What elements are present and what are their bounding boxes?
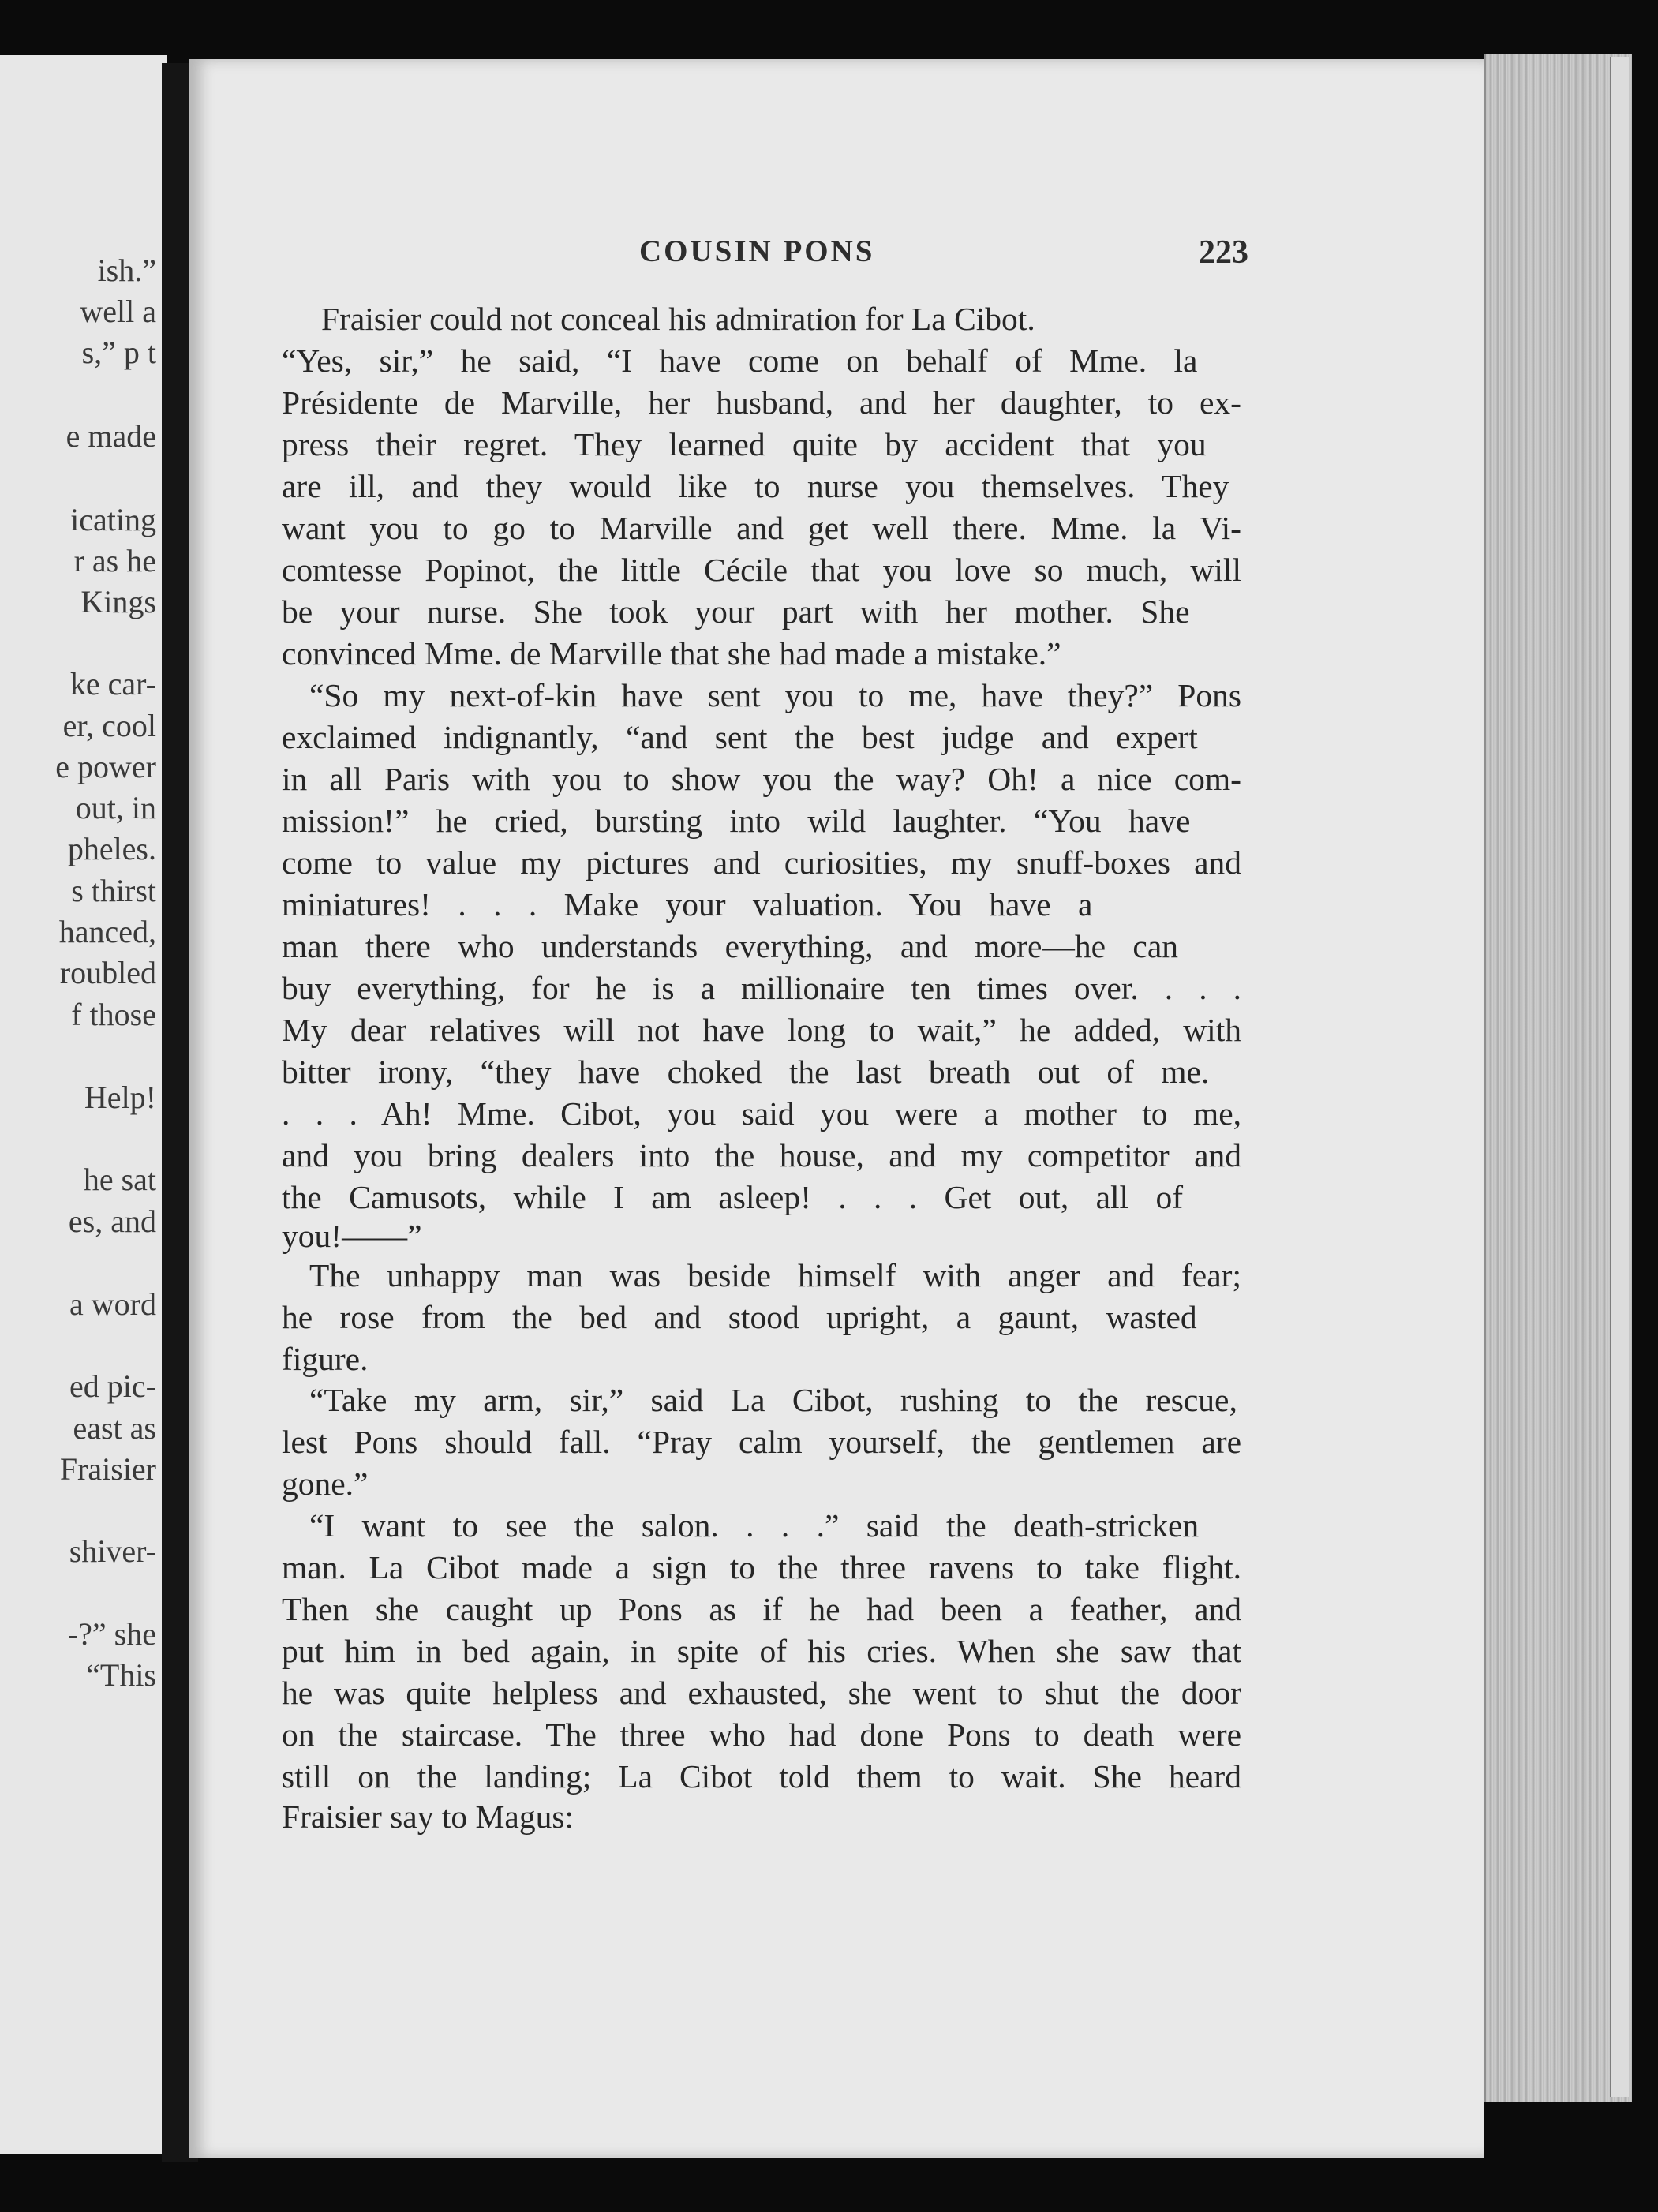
left-page-line: icating: [70, 502, 156, 537]
body-line: My dear relatives will not have long to wait,” he added, with: [282, 1012, 1241, 1048]
left-page-line: -?” she: [67, 1616, 156, 1652]
left-page-line: s thirst: [71, 873, 156, 908]
body-line: bitter irony, “they have choked the last breath out of me.: [282, 1054, 1210, 1090]
body-line: put him in bed again, in spite of his cries. When she saw that: [282, 1633, 1241, 1669]
body-line: he rose from the bed and stood upright, a gaunt, wasted: [282, 1299, 1197, 1335]
left-page-line: hanced,: [58, 914, 156, 949]
body-line: figure.: [282, 1341, 369, 1377]
running-header: COUSIN PONS: [639, 234, 875, 268]
left-page-line: east as: [73, 1410, 156, 1446]
body-line: man there who understands everything, and more—he can: [282, 928, 1179, 964]
body-line: buy everything, for he is a millionaire ten times over. . . .: [282, 970, 1241, 1006]
left-page-line: pheles.: [67, 831, 156, 866]
left-page-line: he sat: [83, 1162, 156, 1197]
body-line: The unhappy man was beside himself with anger and fear;: [309, 1257, 1241, 1293]
page-number: 223: [1199, 234, 1248, 271]
left-page-line: ed pic-: [69, 1368, 156, 1404]
page-edge-outer: [1610, 57, 1629, 2097]
left-page-line: Kings: [80, 584, 156, 619]
left-page-line: r as he: [73, 543, 156, 578]
left-page-line: well a: [80, 294, 156, 329]
left-page-line: a word: [69, 1286, 156, 1322]
left-page-line: e power: [55, 749, 156, 784]
body-line: . . . Ah! Mme. Cibot, you said you were a mother to me,: [282, 1095, 1241, 1132]
body-line: are ill, and they would like to nurse you themselves. They: [282, 468, 1229, 504]
body-line: comtesse Popinot, the little Cécile that you love so much, will: [282, 552, 1241, 588]
body-line: “Yes, sir,” he said, “I have come on behalf of Mme. la: [282, 342, 1198, 379]
left-page-line: f those: [71, 997, 156, 1032]
left-page-line: s,” p t: [81, 335, 156, 370]
body-line: be your nurse. She took your part with her mother. She: [282, 593, 1190, 630]
body-line: you!——”: [282, 1218, 422, 1254]
body-line: “So my next-of-kin have sent you to me, have they?” Pons: [309, 677, 1241, 713]
left-page-line: e made: [65, 418, 156, 454]
left-page-line: Help!: [84, 1080, 156, 1115]
body-line: he was quite helpless and exhausted, she went to shut the door: [282, 1675, 1241, 1711]
body-line: want you to go to Marville and get well there. Mme. la Vi-: [282, 510, 1241, 546]
body-line: Then she caught up Pons as if he had been a feather, and: [282, 1591, 1241, 1627]
body-line: gone.”: [282, 1465, 369, 1502]
left-page-line: es, and: [68, 1203, 156, 1239]
body-line: Fraisier say to Magus:: [282, 1798, 574, 1835]
left-page-line: ish.”: [97, 253, 156, 288]
left-page-line: shiver-: [69, 1533, 156, 1569]
body-line: lest Pons should fall. “Pray calm yourself, the gentlemen are: [282, 1424, 1241, 1460]
body-line: in all Paris with you to show you the way? Oh! a nice com-: [282, 761, 1241, 797]
body-line: Fraisier could not conceal his admiration for La Cibot.: [321, 301, 1035, 337]
body-line: “Take my arm, sir,” said La Cibot, rushing to the rescue,: [309, 1382, 1237, 1418]
body-line: exclaimed indignantly, “and sent the best judge and expert: [282, 719, 1198, 755]
left-page: [0, 55, 167, 2154]
left-page-line: “This: [86, 1657, 156, 1693]
body-line: “I want to see the salon. . . .” said the death-stricken: [309, 1507, 1200, 1544]
body-line: convinced Mme. de Marville that she had made a mistake.”: [282, 635, 1061, 672]
body-line: come to value my pictures and curiosities, my snuff-boxes and: [282, 844, 1241, 881]
left-page-line: Fraisier: [59, 1451, 156, 1487]
left-page-line: out, in: [75, 790, 156, 825]
left-page-line: ke car-: [69, 666, 156, 702]
body-line: man. La Cibot made a sign to the three ravens to take flight.: [282, 1549, 1241, 1585]
body-line: on the staircase. The three who had done Pons to death were: [282, 1716, 1241, 1753]
left-page-line: roubled: [59, 955, 156, 990]
body-line: mission!” he cried, bursting into wild laughter. “You have: [282, 803, 1191, 839]
body-line: miniatures! . . . Make your valuation. You have a: [282, 886, 1093, 923]
body-line: still on the landing; La Cibot told them to wait. She heard: [282, 1758, 1241, 1795]
body-line: and you bring dealers into the house, and my competitor and: [282, 1137, 1241, 1173]
body-line: Présidente de Marville, her husband, and her daughter, to ex-: [282, 384, 1241, 421]
left-page-line: er, cool: [62, 708, 156, 743]
body-line: the Camusots, while I am asleep! . . . Get out, all of: [282, 1179, 1184, 1215]
body-line: press their regret. They learned quite by accident that you: [282, 426, 1207, 462]
